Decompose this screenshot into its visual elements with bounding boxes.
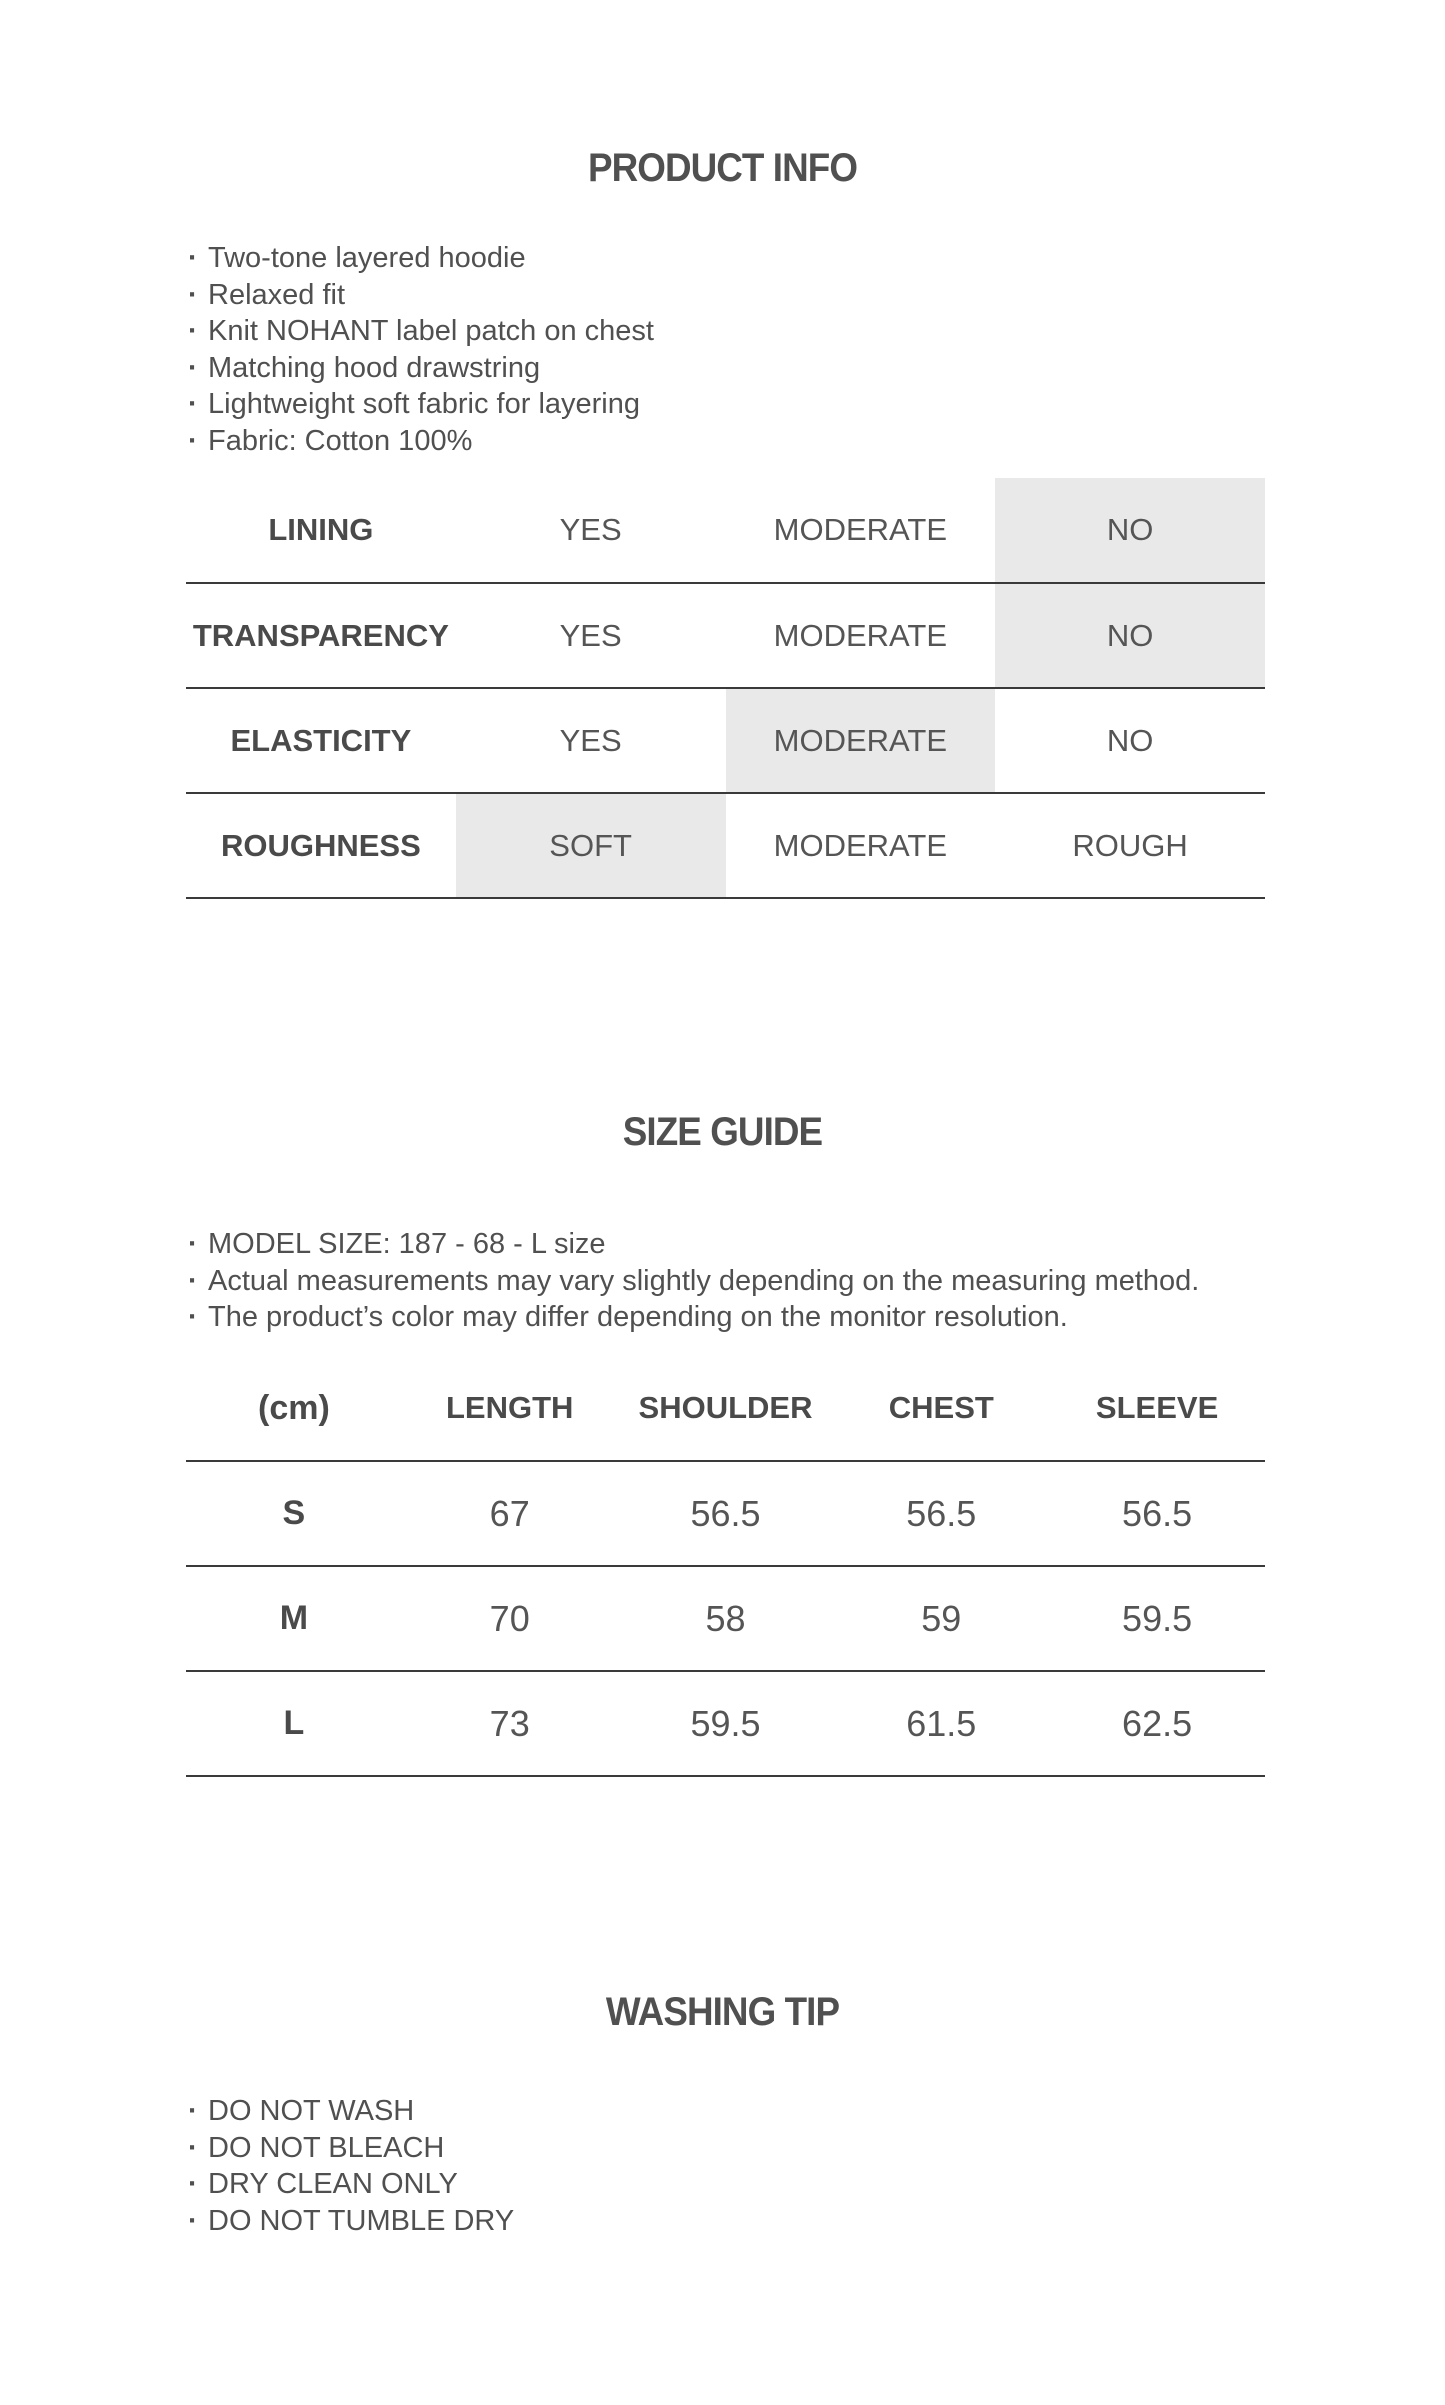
shoulder-header: SHOULDER	[618, 1356, 834, 1461]
product-info-title: PRODUCT INFO	[587, 146, 858, 190]
list-item: · MODEL SIZE: 187 - 68 - L size	[188, 1226, 1199, 1263]
washing-tip-list	[188, 2093, 514, 2239]
list-item: · DO NOT WASH	[188, 2093, 514, 2130]
attribute-row	[186, 688, 1265, 793]
size-label: L	[186, 1671, 402, 1776]
shoulder-value: 59.5	[618, 1671, 834, 1776]
attribute-row	[186, 478, 1265, 583]
chest-value: 56.5	[833, 1461, 1049, 1566]
size-guide-notes	[188, 1226, 1199, 1336]
attribute-option-selected: NO	[995, 583, 1265, 688]
sleeve-header: SLEEVE	[1049, 1356, 1265, 1461]
attribute-option: MODERATE	[726, 478, 996, 583]
shoulder-value: 56.5	[618, 1461, 834, 1566]
list-item: · Actual measurements may vary slightly depending on the measuring method.	[188, 1263, 1199, 1300]
length-value: 67	[402, 1461, 618, 1566]
list-item: · Two-tone layered hoodie	[188, 240, 654, 277]
attribute-option: YES	[456, 688, 726, 793]
table-row	[186, 1566, 1265, 1671]
sleeve-value: 56.5	[1049, 1461, 1265, 1566]
attribute-option: ROUGH	[995, 793, 1265, 898]
attribute-option: MODERATE	[726, 793, 996, 898]
list-item: · DO NOT BLEACH	[188, 2130, 514, 2167]
attribute-label: LINING	[186, 478, 456, 583]
attribute-label: ELASTICITY	[186, 688, 456, 793]
attribute-option: YES	[456, 583, 726, 688]
attribute-row	[186, 583, 1265, 688]
sleeve-value: 62.5	[1049, 1671, 1265, 1776]
list-item: · Fabric: Cotton 100%	[188, 423, 654, 460]
attribute-option: NO	[995, 688, 1265, 793]
fabric-attributes-table	[186, 478, 1265, 899]
table-row	[186, 1461, 1265, 1566]
chest-value: 59	[833, 1566, 1049, 1671]
length-value: 70	[402, 1566, 618, 1671]
list-item: · Lightweight soft fabric for layering	[188, 386, 654, 423]
size-table-header-row	[186, 1356, 1265, 1461]
sleeve-value: 59.5	[1049, 1566, 1265, 1671]
size-label: M	[186, 1566, 402, 1671]
list-item: · The product’s color may differ depending on the monitor resolution.	[188, 1299, 1199, 1336]
table-row	[186, 1671, 1265, 1776]
length-value: 73	[402, 1671, 618, 1776]
list-item: · Knit NOHANT label patch on chest	[188, 313, 654, 350]
size-label: S	[186, 1461, 402, 1566]
attribute-label: TRANSPARENCY	[186, 583, 456, 688]
attribute-option-selected: NO	[995, 478, 1265, 583]
unit-header: (cm)	[186, 1356, 402, 1461]
attribute-label: ROUGHNESS	[186, 793, 456, 898]
size-table	[186, 1356, 1265, 1777]
attribute-option: YES	[456, 478, 726, 583]
length-header: LENGTH	[402, 1356, 618, 1461]
attribute-option-selected: MODERATE	[726, 688, 996, 793]
attribute-option: MODERATE	[726, 583, 996, 688]
chest-header: CHEST	[833, 1356, 1049, 1461]
shoulder-value: 58	[618, 1566, 834, 1671]
product-info-list	[188, 240, 654, 460]
size-guide-title: SIZE GUIDE	[622, 1110, 823, 1154]
list-item: · DRY CLEAN ONLY	[188, 2166, 514, 2203]
chest-value: 61.5	[833, 1671, 1049, 1776]
washing-tip-title: WASHING TIP	[605, 1990, 840, 2034]
attribute-option-selected: SOFT	[456, 793, 726, 898]
list-item: · Relaxed fit	[188, 277, 654, 314]
attribute-row	[186, 793, 1265, 898]
list-item: · Matching hood drawstring	[188, 350, 654, 387]
list-item: · DO NOT TUMBLE DRY	[188, 2203, 514, 2240]
